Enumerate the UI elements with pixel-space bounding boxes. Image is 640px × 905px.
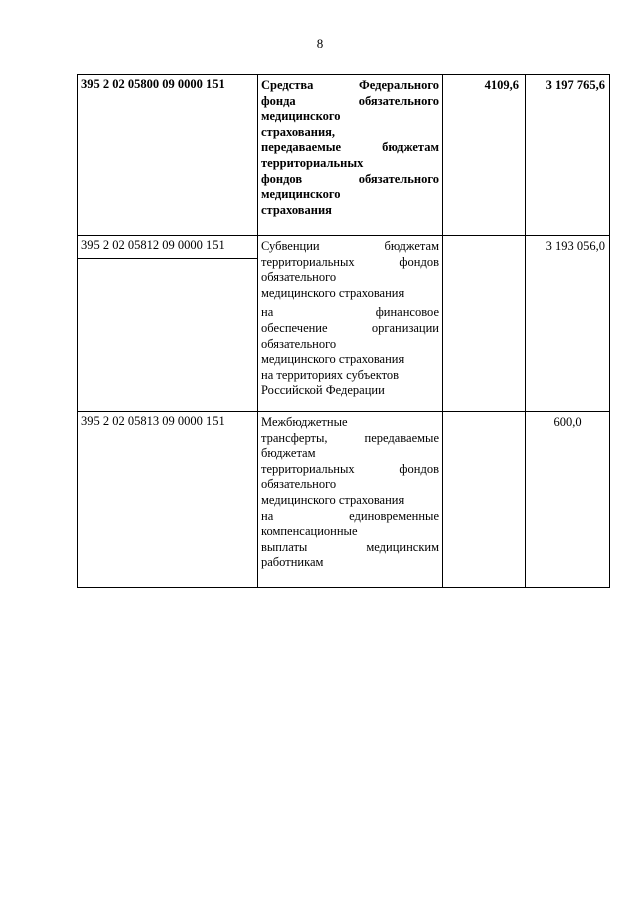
value-2017-cell bbox=[443, 412, 526, 588]
revenue-name-cell bbox=[258, 75, 443, 236]
value-2017-cell bbox=[443, 236, 526, 412]
name-line: медицинского страхования bbox=[261, 492, 405, 507]
budget-code-cell: 395 2 02 05813 09 0000 151 bbox=[78, 412, 258, 588]
name-line: передаваемые бюджетам bbox=[261, 140, 439, 155]
table-row bbox=[78, 236, 610, 259]
name-line: обязательного bbox=[261, 270, 337, 285]
name-line: Средства Федерального bbox=[261, 78, 439, 92]
name-line: бюджетам bbox=[261, 446, 316, 461]
name-line: медицинского страхования bbox=[261, 285, 405, 300]
name-line: выплаты медицинским bbox=[261, 539, 439, 554]
name-line: обязательного bbox=[261, 336, 337, 351]
name-line: медицинского страхования bbox=[261, 352, 405, 367]
value-2018-cell: 3 193 056,0 bbox=[526, 236, 610, 412]
name-line: территориальных bbox=[261, 155, 364, 170]
name-line: территориальных фондов bbox=[261, 254, 439, 269]
empty-code-cell bbox=[78, 259, 258, 412]
value-2017-cell: 4109,6 bbox=[443, 75, 526, 236]
name-line: обеспечение организации bbox=[261, 320, 439, 335]
name-line: фондов обязательного bbox=[261, 171, 439, 186]
name-line: страхования, bbox=[261, 124, 336, 139]
budget-code-cell: 395 2 02 05812 09 0000 151 bbox=[78, 236, 258, 259]
name-line: территориальных фондов bbox=[261, 461, 439, 476]
revenue-name-cell bbox=[258, 412, 443, 588]
name-line: страхования bbox=[261, 202, 332, 217]
name-line: трансферты, передаваемые bbox=[261, 430, 439, 445]
name-line: Субвенции бюджетам bbox=[261, 239, 439, 253]
name-line: работникам bbox=[261, 555, 324, 570]
budget-table bbox=[77, 74, 610, 588]
table-row bbox=[78, 75, 610, 236]
name-line: обязательного bbox=[261, 477, 337, 492]
page-number: 8 bbox=[316, 36, 324, 51]
value-2018-cell: 600,0 bbox=[526, 412, 610, 588]
name-line: Межбюджетные bbox=[261, 415, 348, 429]
table-row bbox=[78, 412, 610, 588]
name-line: на единовременные bbox=[261, 508, 439, 523]
name-line: компенсационные bbox=[261, 524, 358, 539]
budget-code-cell: 395 2 02 05800 09 0000 151 bbox=[78, 75, 258, 236]
name-line: Российской Федерации bbox=[261, 383, 385, 398]
value-2018-cell: 3 197 765,6 bbox=[526, 75, 610, 236]
revenue-name-cell bbox=[258, 236, 443, 412]
name-line: фонда обязательного bbox=[261, 93, 439, 108]
name-line: на финансовое bbox=[261, 305, 439, 320]
name-line: медицинского bbox=[261, 187, 341, 202]
name-line: медицинского bbox=[261, 109, 341, 124]
name-line: на территориях субъектов bbox=[261, 367, 400, 382]
